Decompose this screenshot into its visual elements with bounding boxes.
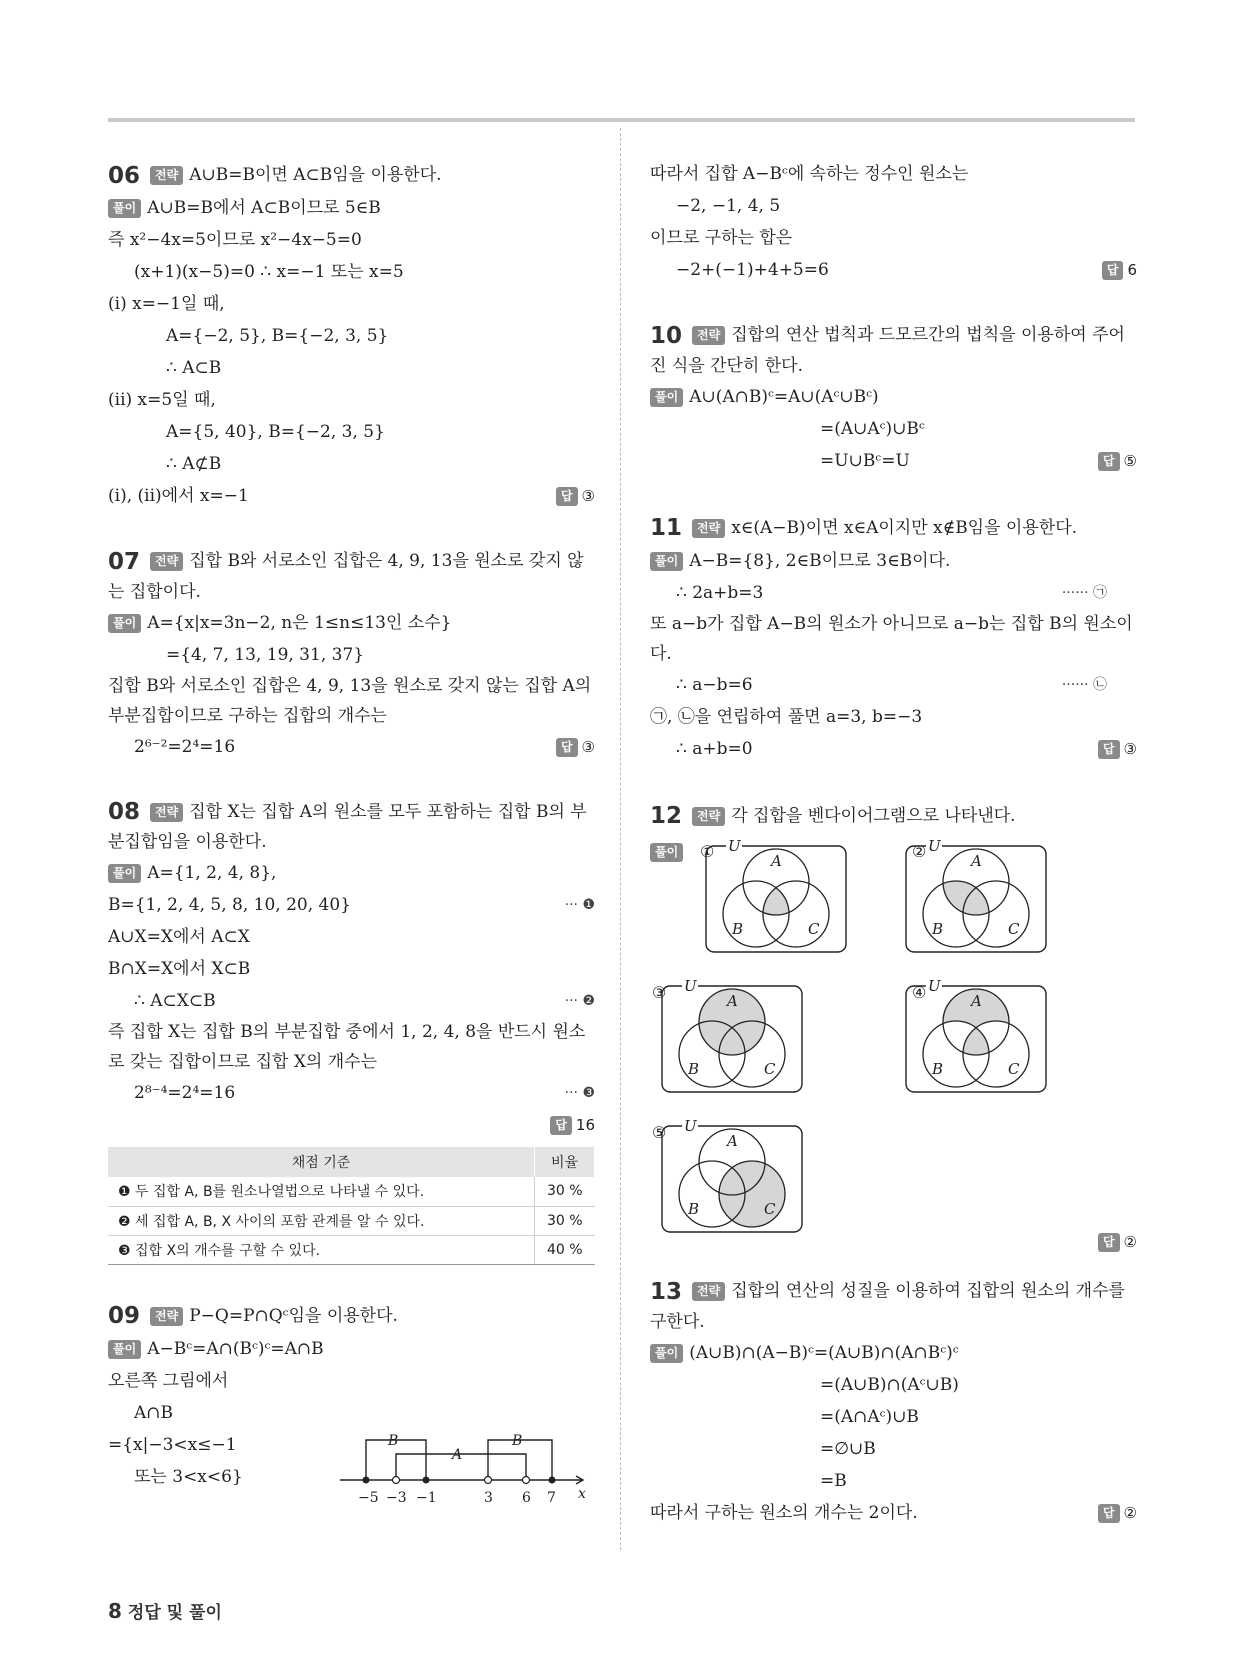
page-number: 8: [108, 1599, 122, 1623]
q07-line-2: ={4, 7, 13, 19, 31, 37}: [166, 644, 365, 665]
q12-strategy: 각 집합을 벤다이어그램으로 나타낸다.: [731, 805, 1016, 826]
choice-label: ①: [700, 842, 715, 861]
set-label-a: A: [727, 992, 738, 1010]
axis-label: x: [578, 1486, 586, 1502]
set-label-a: A: [727, 1132, 738, 1150]
venn-diagram-5: [662, 1117, 802, 1232]
question-number: 12: [650, 803, 683, 829]
question-number: 07: [108, 548, 141, 575]
solution-tag: 풀이: [650, 843, 683, 862]
q08-answer-line: [108, 1109, 595, 1141]
choice-label: ④: [912, 983, 927, 1002]
q13-line-5: =B: [820, 1470, 847, 1491]
solution-tag: 풀이: [650, 1344, 683, 1363]
number-line-diagram: [340, 1432, 600, 1522]
set-label-u: U: [728, 838, 741, 855]
q10-strategy: 집합의 연산 법칙과 드모르간의 법칙을 이용하여 주어진 식을 간단히 한다.: [650, 325, 1125, 376]
q06-line-7: (ii) x=5일 때,: [108, 390, 216, 410]
question-number: 08: [108, 799, 141, 825]
q13-line-4: =∅∪B: [820, 1438, 876, 1459]
q08-answer: 답 16: [550, 1109, 595, 1141]
set-label-u: U: [928, 977, 941, 995]
q07-line-3: 집합 B와 서로소인 집합은 4, 9, 13을 원소로 갖지 않는 집합 A의 부분집합이므로 구하는 집합의 개수는: [108, 675, 592, 726]
q10-header: [650, 320, 1137, 381]
set-label-a: A: [452, 1447, 463, 1463]
choice-label: ③: [652, 983, 667, 1002]
q07-answer: 답 ③: [556, 731, 595, 763]
solution-tag: 풀이: [650, 552, 683, 571]
tick-label: 6: [522, 1490, 531, 1506]
q09-line-1: 풀이 A−Bᶜ=A∩(Bᶜ)ᶜ=A∩B: [108, 1333, 595, 1365]
q08-header: [108, 797, 595, 858]
q07-header: [108, 546, 595, 607]
q11-answer: 답 ③: [1098, 733, 1137, 765]
set-label-c: C: [1008, 920, 1020, 938]
set-label-a: A: [771, 852, 782, 870]
q13-line-6: 따라서 구하는 원소의 개수는 2이다. 답 ②: [650, 1497, 1137, 1529]
page-footer: [108, 1598, 222, 1623]
tick-label: −1: [416, 1490, 437, 1506]
q10-line-1: 풀이 A∪(A∩B)ᶜ=A∪(Aᶜ∪Bᶜ): [650, 381, 1137, 413]
choice-label: ⑤: [652, 1123, 667, 1142]
q12-answer: 답 ②: [1098, 1226, 1137, 1258]
q13-line-2: =(A∪B)∩(Aᶜ∪B): [820, 1374, 959, 1395]
q09-line-3: A∩B: [134, 1402, 174, 1423]
strategy-tag: 전략: [150, 803, 183, 822]
q08-line-2: B={1, 2, 4, 5, 8, 10, 20, 40} ··· ❶: [108, 895, 595, 915]
footer-title: 정답 및 풀이: [127, 1603, 222, 1623]
set-label-b: B: [388, 1433, 399, 1449]
q09-strategy: P−Q=P∩Qᶜ임을 이용한다.: [189, 1305, 398, 1326]
q08-line-5: ∴ A⊂X⊂B ··· ❷: [134, 991, 595, 1011]
choice-label: ②: [912, 842, 927, 861]
set-label-a: A: [971, 852, 982, 870]
venn-diagram-2: [906, 838, 1046, 952]
q08-strategy: 집합 X는 집합 A의 원소를 모두 포함하는 집합 B의 부분집합임을 이용한다.: [108, 801, 587, 852]
set-label-b: B: [688, 1200, 700, 1218]
q10-answer: 답 ⑤: [1098, 445, 1137, 477]
right-column-lower: [650, 1226, 1137, 1529]
q09-line-6: 따라서 집합 A−Bᶜ에 속하는 정수인 원소는: [650, 164, 969, 184]
q11-line-3: 또 a−b가 집합 A−B의 원소가 아니므로 a−b는 집합 B의 원소이다.: [650, 613, 1133, 664]
table-row: ❸ 집합 X의 개수를 구할 수 있다. 40 %: [108, 1235, 595, 1264]
set-label-u: U: [684, 977, 697, 995]
q07-line-1: 풀이 A={x|x=3n−2, n은 1≤n≤13인 소수}: [108, 607, 595, 639]
q13-line-1: 풀이 (A∪B)∩(A−B)ᶜ=(A∪B)∩(A∩Bᶜ)ᶜ: [650, 1337, 1137, 1369]
q13-header: [650, 1276, 1137, 1337]
question-number: 13: [650, 1278, 683, 1305]
point-closed: [363, 1477, 370, 1484]
q08-line-6: 즉 집합 X는 집합 B의 부분집합 중에서 1, 2, 4, 8을 반드시 원소로 갖는 집합이므로 집합 X의 개수는: [108, 1022, 586, 1072]
set-label-b: B: [932, 1060, 944, 1078]
point-open: [393, 1477, 400, 1484]
set-label-b: B: [732, 920, 744, 938]
venn-diagram-1: [706, 838, 846, 952]
q12-header: [650, 799, 1137, 833]
q06-line-10: (i), (ii)에서 x=−1 답 ③: [108, 480, 595, 512]
point-closed: [423, 1477, 430, 1484]
question-number: 10: [650, 322, 683, 349]
q08-line-7: 2⁸⁻⁴=2⁴=16 ··· ❸: [134, 1083, 595, 1103]
q11-line-5: ㉠, ㉡을 연립하여 풀면 a=3, b=−3: [650, 706, 923, 727]
tick-label: 3: [484, 1490, 493, 1506]
q09-line-9: −2+(−1)+4+5=6 답 6: [650, 254, 1137, 286]
strategy-tag: 전략: [692, 807, 725, 826]
q09-line-7: −2, −1, 4, 5: [676, 196, 781, 216]
q10-line-3: =U∪Bᶜ=U 답 ⑤: [650, 445, 1137, 477]
venn-diagrams: [650, 838, 1137, 1258]
strategy-tag: 전략: [692, 519, 725, 538]
solution-tag: 풀이: [108, 614, 141, 633]
solution-tag: 풀이: [108, 199, 141, 218]
set-label-c: C: [1008, 1060, 1020, 1078]
set-label-c: C: [764, 1200, 776, 1218]
set-label-a: A: [971, 992, 982, 1010]
q06-line-5: A={−2, 5}, B={−2, 3, 5}: [166, 326, 389, 346]
q06-line-4: (i) x=−1일 때,: [108, 294, 225, 314]
set-label-b: B: [932, 920, 944, 938]
strategy-tag: 전략: [692, 1282, 725, 1301]
set-label-c: C: [808, 920, 820, 938]
point-open: [523, 1477, 530, 1484]
q08-line-1: 풀이 A={1, 2, 4, 8},: [108, 857, 595, 889]
question-number: 09: [108, 1303, 141, 1329]
set-label-u: U: [684, 1117, 697, 1135]
tick-label: 7: [547, 1490, 556, 1506]
q11-header: [650, 511, 1137, 545]
q06-line-6: ∴ A⊂B: [166, 358, 222, 378]
q09-answer: 답 6: [1102, 254, 1137, 286]
q13-line-3: =(A∩Aᶜ)∪B: [820, 1406, 919, 1427]
q09-line-8: 이므로 구하는 합은: [650, 228, 793, 248]
question-number: 11: [650, 515, 683, 541]
point-open: [485, 1477, 492, 1484]
q13-answer: 답 ②: [1098, 1497, 1137, 1529]
table-row: ❷ 세 집합 A, B, X 사이의 포함 관계를 알 수 있다. 30 %: [108, 1206, 595, 1235]
q12-answer-line: [650, 1226, 1137, 1258]
table-row: ❶ 두 집합 A, B를 원소나열법으로 나타낼 수 있다. 30 %: [108, 1177, 595, 1206]
q09-line-4: ={x|−3<x≤−1: [108, 1434, 237, 1455]
set-label-u: U: [928, 838, 941, 855]
q11-line-4: ∴ a−b=6 ······ ㉡: [676, 674, 1107, 695]
grading-table: 채점 기준 비율 ❶ 두 집합 A, B를 원소나열법으로 나타낼 수 있다. 30 % ❷ 세 집합 A, B, X 사이의 포함 관계를 알 수 있다. 30 % ❸ 집합 X의 개수를 구할 수 있다. 40 %: [108, 1147, 595, 1265]
q11-line-6: ∴ a+b=0 답 ③: [650, 733, 1137, 765]
q06-line-8: A={5, 40}, B={−2, 3, 5}: [166, 422, 385, 442]
q11-line-2: ∴ 2a+b=3 ······ ㉠: [676, 582, 1107, 603]
solution-tag: 풀이: [108, 864, 141, 883]
q07-line-4: 2⁶⁻²=2⁴=16 답 ③: [108, 731, 595, 763]
q06-strategy: A∪B=B이면 A⊂B임을 이용한다.: [189, 165, 442, 185]
strategy-tag: 전략: [692, 326, 725, 345]
top-rule: [108, 118, 1135, 122]
q07-strategy: 집합 B와 서로소인 집합은 4, 9, 13을 원소로 갖지 않는 집합이다.: [108, 551, 584, 602]
q09-header: [108, 1299, 595, 1333]
venn-diagram-4: [906, 977, 1046, 1092]
q06-answer: 답 ③: [556, 480, 595, 512]
set-label-b: B: [688, 1060, 700, 1078]
solution-tag: 풀이: [650, 388, 683, 407]
q06-line-3: (x+1)(x−5)=0 ∴ x=−1 또는 x=5: [134, 262, 404, 282]
q11-line-1: 풀이 A−B={8}, 2∈B이므로 3∈B이다.: [650, 545, 1137, 577]
strategy-tag: 전략: [150, 1307, 183, 1326]
q06-line-2: 즉 x²−4x=5이므로 x²−4x−5=0: [108, 230, 362, 250]
tick-label: −5: [358, 1490, 379, 1506]
set-label-b: B: [512, 1433, 523, 1449]
q06-header: [108, 158, 595, 192]
question-number: 06: [108, 162, 141, 189]
q13-strategy: 집합의 연산의 성질을 이용하여 집합의 원소의 개수를 구한다.: [650, 1281, 1125, 1332]
q08-line-4: B∩X=X에서 X⊂B: [108, 959, 251, 979]
q10-line-2: =(A∪Aᶜ)∪Bᶜ: [820, 418, 925, 439]
right-column: [650, 158, 1137, 833]
q09-line-5: 또는 3<x<6}: [134, 1466, 243, 1487]
solution-tag: 풀이: [108, 1340, 141, 1359]
strategy-tag: 전략: [150, 552, 183, 571]
q06-line-9: ∴ A⊄B: [166, 454, 222, 474]
set-label-c: C: [764, 1060, 776, 1078]
column-divider: [620, 128, 621, 1550]
tick-label: −3: [386, 1490, 407, 1506]
point-closed: [549, 1477, 556, 1484]
q08-line-3: A∪X=X에서 A⊂X: [108, 927, 250, 947]
q09-line-2: 오른쪽 그림에서: [108, 1370, 229, 1391]
q11-strategy: x∈(A−B)이면 x∈A이지만 x∉B임을 이용한다.: [731, 517, 1078, 538]
venn-diagram-3: [662, 977, 802, 1092]
left-column: [108, 158, 595, 1493]
q06-line-1: 풀이 A∪B=B에서 A⊂B이므로 5∈B: [108, 192, 595, 224]
strategy-tag: 전략: [150, 166, 183, 185]
